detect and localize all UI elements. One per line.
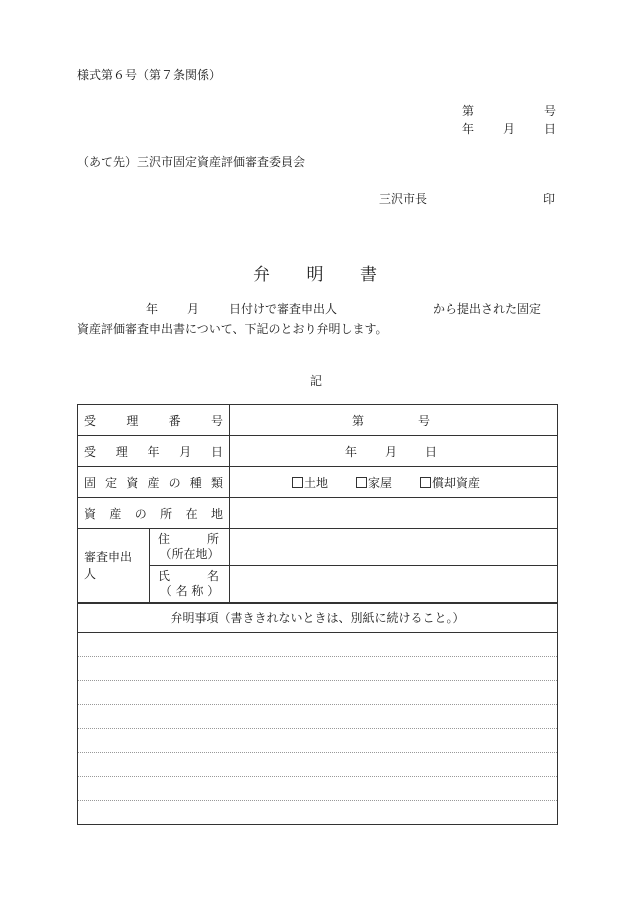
asset-option-house[interactable]: 家屋 [356, 474, 392, 491]
doc-number-suffix: 号 [543, 104, 556, 118]
label-char: 月 [179, 444, 192, 459]
doc-date-line [462, 120, 556, 137]
checkbox-icon[interactable] [292, 477, 303, 488]
receipt-number-row [78, 405, 558, 436]
label-char: の [134, 506, 147, 521]
receipt-date-field[interactable] [230, 436, 558, 467]
receipt-date-label [78, 436, 230, 467]
label-char: 所 [206, 532, 219, 546]
label-char: 所 [160, 506, 173, 521]
doc-date-day: 日 [543, 122, 556, 136]
explanation-field[interactable] [78, 633, 558, 825]
label-char: 名 [206, 568, 219, 583]
label-char: 受 [84, 413, 97, 428]
name-field[interactable] [230, 566, 558, 603]
receipt-number-field[interactable] [230, 405, 558, 436]
title-char: 弁 [253, 265, 270, 285]
sender-title: 三沢市長 [379, 192, 428, 206]
checkbox-icon[interactable] [420, 477, 431, 488]
label-char: 住 [158, 532, 171, 546]
label-char: 番 [168, 413, 181, 428]
label-char: 資 [126, 475, 139, 490]
receipt-date-row [78, 436, 558, 467]
name-label [150, 566, 230, 603]
receipt-date-day: 日 [424, 444, 437, 459]
addressee: （あて先）三沢市固定資産評価審査委員会 [77, 155, 306, 169]
intro-line2: 資産評価審査申出書について、下記のとおり弁明します。 [77, 322, 388, 336]
asset-location-field[interactable] [230, 498, 558, 529]
document-title [253, 260, 377, 285]
asset-type-label [78, 467, 230, 498]
receipt-date-year: 年 [345, 444, 358, 459]
receipt-number-label [78, 405, 230, 436]
label-char: 産 [109, 506, 122, 521]
label-char: 理 [126, 413, 139, 428]
receipt-number-suffix: 号 [417, 413, 430, 428]
name-sub-label: （ 名 称 ） [159, 583, 220, 598]
doc-number-line [462, 102, 556, 119]
intro-from-text: から提出された固定 [433, 302, 542, 316]
sender-seal: 印 [543, 192, 556, 206]
address-sub-label: （所在地） [159, 547, 220, 561]
label-char: 在 [185, 506, 198, 521]
label-char: 地 [210, 506, 223, 521]
label-char: 類 [210, 475, 223, 490]
applicant-address-row [78, 529, 558, 566]
explanation-body-row [78, 633, 558, 825]
asset-location-row [78, 498, 558, 529]
label-char: 種 [189, 475, 202, 490]
explanation-header: 弁明事項（書ききれないときは、別紙に続けること。） [78, 603, 558, 633]
asset-type-row [78, 467, 558, 498]
label-char: 受 [84, 444, 97, 459]
doc-date-month: 月 [502, 122, 515, 136]
applicant-name-row [78, 566, 558, 603]
ki-label: 記 [310, 374, 323, 388]
label-char: 固 [84, 475, 97, 490]
address-label [150, 529, 230, 566]
label-char: 年 [147, 444, 160, 459]
asset-location-label [78, 498, 230, 529]
address-field[interactable] [230, 529, 558, 566]
explanation-header-row [78, 603, 558, 633]
intro-year: 年 [146, 302, 159, 316]
label-char: 日 [210, 444, 223, 459]
label-char: 定 [105, 475, 118, 490]
form-number: 様式第６号（第７条関係） [77, 68, 222, 82]
form-table [77, 404, 558, 825]
label-char: 資 [84, 506, 97, 521]
doc-number-prefix: 第 [462, 104, 475, 118]
receipt-date-month: 月 [384, 444, 397, 459]
asset-type-options [230, 467, 558, 498]
label-char: 氏 [158, 568, 171, 583]
title-char: 明 [306, 265, 324, 285]
title-char: 書 [360, 265, 377, 285]
applicant-label: 審査申出人 [78, 529, 150, 603]
intro-month: 月 [187, 302, 200, 316]
label-char: 号 [210, 413, 223, 428]
asset-option-land[interactable]: 土地 [292, 474, 328, 491]
label-char: 産 [147, 475, 160, 490]
label-char: の [168, 475, 181, 490]
asset-option-depreciable[interactable]: 償却資産 [420, 474, 480, 491]
checkbox-icon[interactable] [356, 477, 367, 488]
doc-date-year: 年 [462, 122, 475, 136]
label-char: 理 [115, 444, 128, 459]
receipt-number-prefix: 第 [352, 413, 365, 428]
intro-day-text: 日付けで審査申出人 [229, 302, 338, 316]
